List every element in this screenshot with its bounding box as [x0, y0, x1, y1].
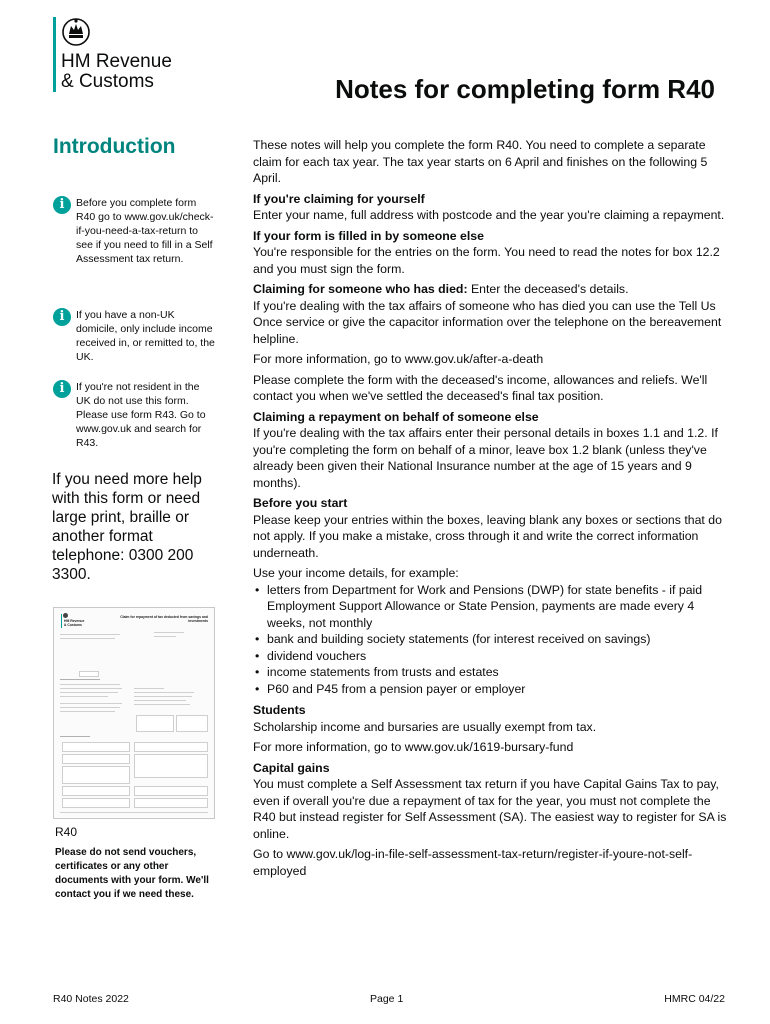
income-list: [253, 582, 728, 698]
list-item: • letters from Department for Work and Pensions (DWP) for state benefits - if paid Employment Support Allowance or State Pension, payments are made every 4 weeks, not monthly: [253, 582, 728, 632]
section-heading: Claiming a repayment on behalf of someone else: [253, 409, 539, 424]
paragraph: Use your income details, for example:: [253, 566, 459, 580]
intro-paragraph: These notes will help you complete the form R40. You need to complete a separate claim for each tax year. The tax year starts on 6 April and finishes on the following 5 April.: [253, 138, 708, 185]
info-note-text: If you have a non-UK domicile, only include income received in, or remitted to, the UK.: [76, 309, 215, 363]
list-item: • income statements from trusts and estates: [253, 664, 728, 681]
info-note-text: If you're not resident in the UK do not use this form. Please use form R43. Go to www.gov.uk and search for R43.: [76, 381, 206, 449]
paragraph-text: Enter the deceased's details.: [467, 282, 629, 296]
list-item: • dividend vouchers: [253, 648, 728, 665]
royal-crest-icon: [61, 15, 91, 47]
intro-heading: Introduction: [53, 135, 176, 158]
org-name-line1: HM Revenue: [61, 51, 172, 72]
info-icon: i: [53, 380, 71, 398]
paragraph: You must complete a Self Assessment tax return if you have Capital Gains Tax to pay, even if overall you're due a repayment of tax for the year, you must not complete the R40 but instead register for Self Assessment (SA). The easiest way to register for SA is online.: [253, 777, 727, 841]
form-r40-thumbnail: HM Revenue & Customs Claim for repayment of tax deducted from savings and investments: [53, 607, 215, 819]
info-note-text: Before you complete form R40 go to www.gov.uk/check-if-you-need-a-tax-return to see if you need to fill in a Self Assessment tax return.: [76, 197, 214, 265]
paragraph: Scholarship income and bursaries are usually exempt from tax.: [253, 719, 597, 734]
section-heading: Students: [253, 703, 306, 717]
list-item: • bank and building society statements (for interest received on savings): [253, 631, 728, 648]
footer-doc-name: R40 Notes 2022: [53, 993, 129, 1005]
paragraph-deceased: [253, 281, 728, 298]
notes-body: [253, 137, 728, 883]
paragraph: You're responsible for the entries on the form. You need to read the notes for box 12.2 and you must sign the form.: [253, 245, 720, 276]
footer-page-number: Page 1: [370, 993, 404, 1005]
logo-bar: [53, 17, 56, 92]
list-item: • P60 and P45 from a pension payer or employer: [253, 681, 728, 698]
section-heading: Before you start: [253, 496, 348, 510]
link-text: Go to www.gov.uk/log-in-file-self-assessment-tax-return/register-if-youre-not-self-employed: [253, 847, 693, 878]
info-icon: i: [53, 308, 71, 326]
section-heading: If you're claiming for yourself: [253, 191, 425, 206]
org-name-line2: & Customs: [61, 71, 154, 92]
paragraph: Enter your name, full address with postcode and the year you're claiming a repayment.: [253, 208, 725, 222]
info-icon: i: [53, 196, 71, 214]
paragraph: Please complete the form with the deceased's income, allowances and reliefs. We'll contact you when we've settled the deceased's final tax position.: [253, 372, 708, 403]
link-text: For more information, go to www.gov.uk/1619-bursary-fund: [253, 740, 574, 754]
help-contact-text: If you need more help with this form or need large print, braille or another format telephone: 0300 200 3300.: [52, 471, 202, 583]
vouchers-note: Please do not send vouchers, certificates or any other documents with your form. We'll contact you if we need these.: [55, 847, 209, 900]
info-note-domicile: [53, 308, 213, 368]
link-text: For more information, go to www.gov.uk/after-a-death: [253, 352, 544, 366]
org-logo-text: [61, 52, 172, 92]
thumbnail-form-title: Claim for repayment of tax deducted from savings and investments: [120, 615, 208, 623]
info-note-non-resident: [53, 380, 213, 452]
paragraph: If you're dealing with the tax affairs enter their personal details in boxes 1.1 and 1.2. If you're completing the form on behalf of a minor, leave box 1.2 blank (unless they've already been given their National Insurance number at the age of 15 years and 9 months).: [253, 426, 718, 490]
paragraph: Please keep your entries within the boxes, leaving blank any boxes or sections that do not apply. If you make a mistake, cross through it and write the correct information underneath.: [253, 512, 722, 560]
section-heading: If your form is filled in by someone else: [253, 228, 484, 243]
footer-form-ref: HMRC 04/22: [664, 993, 725, 1005]
info-note-tax-return: [53, 196, 213, 292]
page-title: Notes for completing form R40: [335, 74, 715, 104]
inline-heading: Claiming for someone who has died:: [253, 282, 468, 296]
paragraph: If you're dealing with the tax affairs of someone who has died you can use the Tell Us Once service or give the capacitor information over the telephone on the bereavement helpline.: [253, 298, 722, 346]
form-label: R40: [55, 825, 78, 839]
section-heading: Capital gains: [253, 760, 330, 775]
